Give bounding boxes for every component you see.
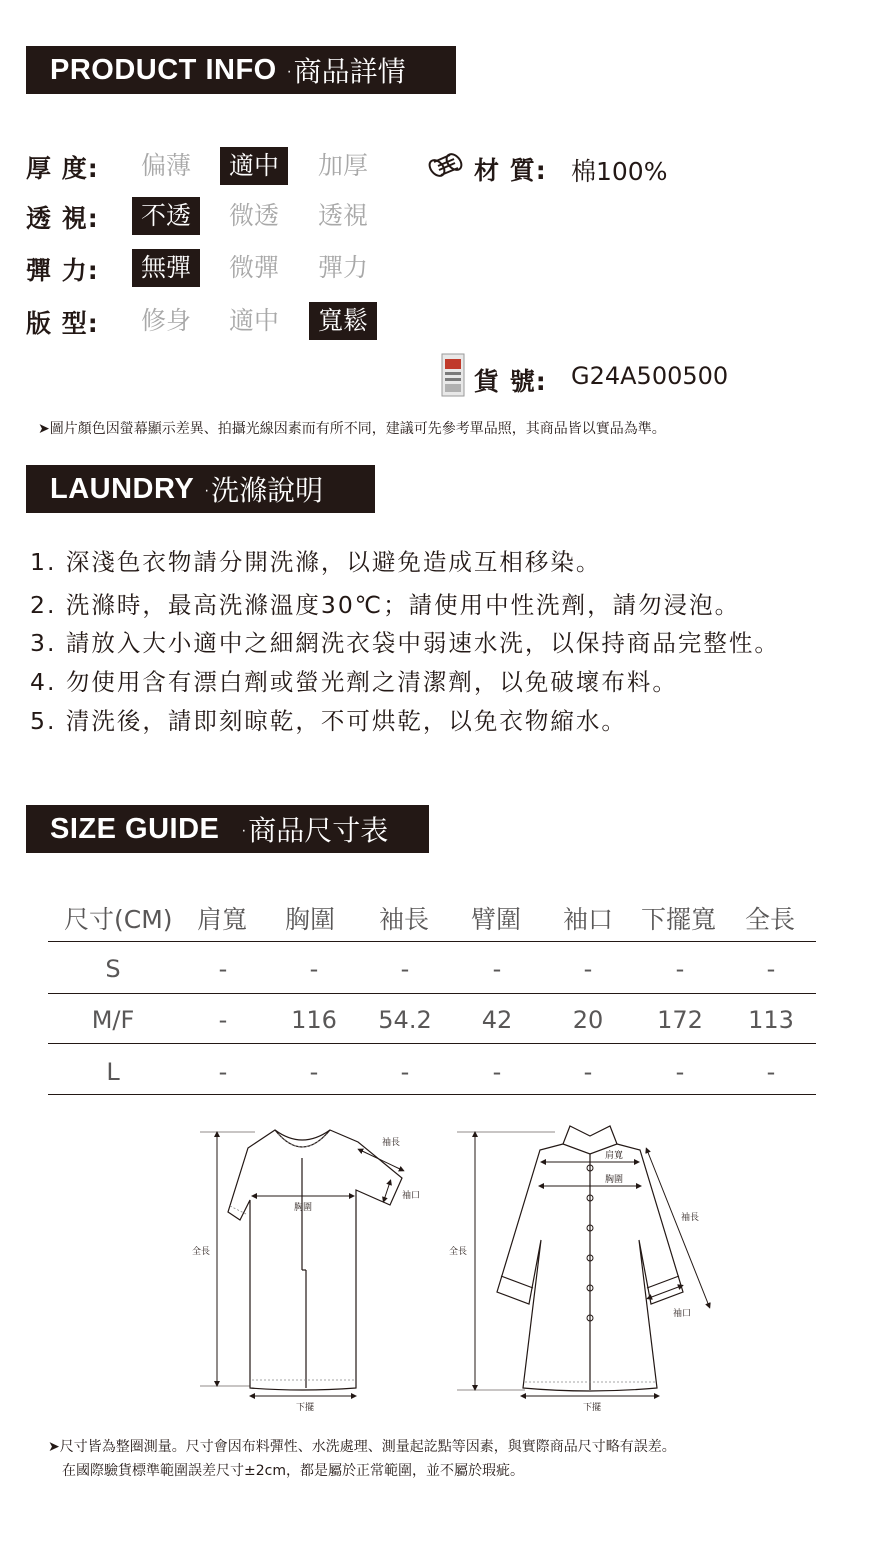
color-disclaimer: ➤圖片顏色因螢幕顯示差異、拍攝光線因素而有所不同，建議可先參考單品照，其商品皆以實品為準。 <box>38 421 666 437</box>
attr-option: 微彈 <box>229 253 280 282</box>
diagram-label-cuff: 袖口 <box>402 1191 421 1201</box>
laundry-instruction: 2. 洗滌時，最高洗滌溫度30℃；請使用中性洗劑，請勿浸泡。 <box>30 591 741 619</box>
attr-option: 偏薄 <box>141 151 192 180</box>
diagram-label-hem: 下擺 <box>296 1403 315 1413</box>
diagram-label-sleeve: 袖長 <box>382 1138 401 1148</box>
table-cell: - <box>675 1058 685 1086</box>
table-cell: - <box>218 955 228 983</box>
table-cell: S <box>105 955 121 983</box>
attr-option-selected: 無彈 <box>132 249 200 287</box>
diagram-label-cuff: 袖口 <box>673 1309 692 1319</box>
attr-label: 彈 力: <box>26 256 99 285</box>
diagram-label-shoulder: 肩寬 <box>605 1151 624 1161</box>
attr-label: 透 視: <box>26 204 99 233</box>
attr-option-selected: 適中 <box>220 147 288 185</box>
table-cell: - <box>766 1058 776 1086</box>
attr-label: 厚 度: <box>26 154 99 183</box>
attr-option: 透視 <box>318 201 369 230</box>
size-header: 臂圍 <box>471 905 522 934</box>
size-header: 袖長 <box>379 905 430 934</box>
sku-value: G24A500500 <box>571 362 729 390</box>
attr-option: 修身 <box>141 306 192 335</box>
laundry-title-zh: ·洗滌說明 <box>202 474 324 507</box>
size-header: 袖口 <box>563 905 614 934</box>
size-header: 肩寬 <box>197 905 248 934</box>
material-label: 材 質: <box>474 156 547 185</box>
table-cell: 172 <box>657 1006 703 1034</box>
diagram-label-chest: 胸圍 <box>605 1175 624 1185</box>
laundry-title-en: LAUNDRY <box>50 472 195 505</box>
laundry-instruction: 5. 清洗後，請即刻晾乾，不可烘乾，以免衣物縮水。 <box>30 707 627 735</box>
table-divider <box>48 1094 816 1095</box>
size-header: 下擺寬 <box>641 905 717 934</box>
table-divider <box>48 1043 816 1044</box>
table-cell: - <box>675 955 685 983</box>
table-cell: 113 <box>748 1006 794 1034</box>
attr-option: 微透 <box>229 201 280 230</box>
size-disclaimer-line1: ➤尺寸皆為整圈測量。尺寸會因布料彈性、水洗處理、測量起訖點等因素，與實際商品尺寸略有誤差。 <box>48 1439 676 1455</box>
attr-option: 加厚 <box>318 151 369 180</box>
product-info-title-en: PRODUCT INFO <box>50 53 277 86</box>
table-cell: 20 <box>572 1006 604 1034</box>
table-cell: - <box>766 955 776 983</box>
table-cell: - <box>309 955 319 983</box>
price-tag-icon <box>440 352 466 398</box>
product-info-title-zh: ·商品詳情 <box>284 55 406 88</box>
attr-label: 版 型: <box>26 309 99 338</box>
table-cell: 42 <box>481 1006 513 1034</box>
size-guide-title-en: SIZE GUIDE <box>50 812 220 845</box>
attr-option-selected: 寬鬆 <box>309 302 377 340</box>
table-cell: - <box>400 955 410 983</box>
thread-spool-icon <box>428 150 466 180</box>
table-cell: - <box>218 1058 228 1086</box>
size-header: 尺寸(CM) <box>64 905 173 934</box>
table-cell: 54.2 <box>378 1006 432 1034</box>
sku-label: 貨 號: <box>474 367 547 396</box>
table-cell: - <box>400 1058 410 1086</box>
diagram-label-sleeve: 袖長 <box>681 1213 700 1223</box>
laundry-header <box>26 465 375 513</box>
table-cell: - <box>309 1058 319 1086</box>
table-divider <box>48 993 816 994</box>
diagram-label-hem: 下擺 <box>583 1403 602 1413</box>
diagram-label-length: 全長 <box>192 1247 211 1257</box>
garment-diagram-shirt-dress <box>445 1120 720 1420</box>
laundry-instruction: 1. 深淺色衣物請分開洗滌，以避免造成互相移染。 <box>30 548 602 576</box>
table-cell: - <box>492 1058 502 1086</box>
size-header: 胸圍 <box>285 905 336 934</box>
diagram-label-chest: 胸圍 <box>294 1203 313 1213</box>
diagram-label-length: 全長 <box>449 1247 468 1257</box>
size-guide-header <box>26 805 429 853</box>
size-guide-title-zh: ·商品尺寸表 <box>239 814 389 847</box>
table-cell: 116 <box>291 1006 337 1034</box>
table-divider <box>48 941 816 942</box>
laundry-instruction: 3. 請放入大小適中之細網洗衣袋中弱速水洗，以保持商品完整性。 <box>30 629 780 657</box>
size-disclaimer-line2: 在國際驗貨標準範圍誤差尺寸±2cm，都是屬於正常範圍，並不屬於瑕疵。 <box>62 1463 524 1479</box>
table-cell: - <box>218 1006 228 1034</box>
table-cell: - <box>492 955 502 983</box>
product-info-header <box>26 46 456 94</box>
laundry-instruction: 4. 勿使用含有漂白劑或螢光劑之清潔劑，以免破壞布料。 <box>30 668 678 696</box>
table-cell: - <box>583 955 593 983</box>
attr-option: 適中 <box>229 306 280 335</box>
size-header: 全長 <box>745 905 796 934</box>
garment-diagram-tee-dress <box>180 1120 440 1420</box>
material-value: 棉100% <box>571 157 668 186</box>
table-cell: M/F <box>91 1006 135 1034</box>
attr-option-selected: 不透 <box>132 197 200 235</box>
table-cell: L <box>106 1058 120 1086</box>
attr-option: 彈力 <box>318 253 369 282</box>
table-cell: - <box>583 1058 593 1086</box>
